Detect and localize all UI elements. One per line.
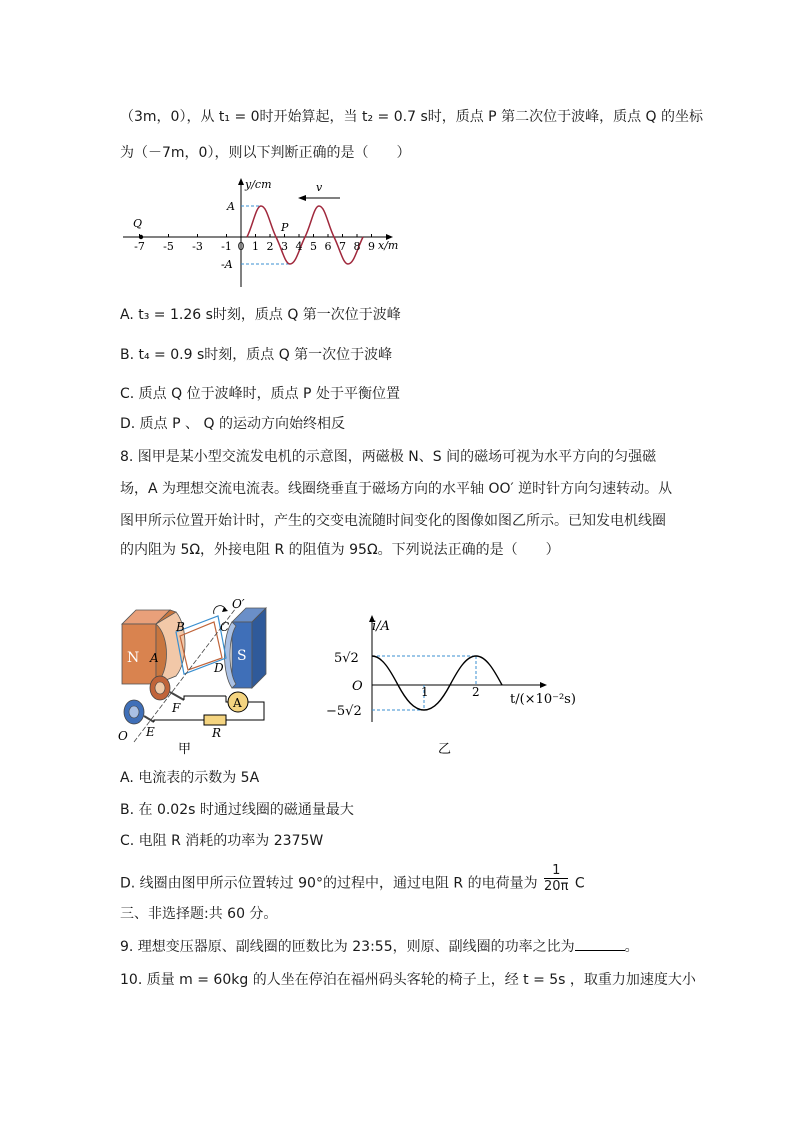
point-p-label: P <box>281 221 289 234</box>
wave-figure <box>118 175 408 293</box>
velocity-label: v <box>316 181 323 194</box>
graph-y-top-label: 5√2 <box>334 651 359 666</box>
axis-label-o-prime: O′ <box>232 597 245 611</box>
graph-tick-1: 1 <box>421 685 429 699</box>
coil-label-b: B <box>176 620 185 634</box>
wave-curve <box>247 206 363 264</box>
q9-end: 。 <box>624 939 639 955</box>
q9-text: 9. 理想变压器原、副线圈的匝数比为 23:55，则原、副线圈的功率之比为 <box>120 939 575 955</box>
x-tick-label: -7 <box>134 240 145 253</box>
y-axis-label: y/cm <box>245 178 272 191</box>
q7-option-d: D. 质点 P 、 Q 的运动方向始终相反 <box>120 416 345 432</box>
fraction-denominator: 20π <box>544 879 569 894</box>
point-q-label: Q <box>133 217 143 230</box>
q8-option-b: B. 在 0.02s 时通过线圈的磁通量最大 <box>120 802 354 818</box>
x-tick-label: 0 <box>237 240 245 253</box>
charge-unit: C <box>574 875 585 892</box>
q7-option-a: A. t₃ = 1.26 s时刻，质点 Q 第一次位于波峰 <box>120 307 401 323</box>
x-tick-label: 1 <box>252 240 259 253</box>
q7-option-b: B. t₄ = 0.9 s时刻，质点 Q 第一次位于波峰 <box>120 347 393 363</box>
x-tick-label: 5 <box>310 240 317 253</box>
q8-option-d-text: D. 线圈由图甲所示位置转过 90°的过程中，通过电阻 R 的电荷量为 <box>120 875 538 892</box>
q8-option-c: C. 电阻 R 消耗的功率为 2375W <box>120 833 324 849</box>
q9-line <box>120 936 639 957</box>
graph-origin-label: O <box>352 679 363 694</box>
x-tick-label: 2 <box>266 240 274 253</box>
graph-y-label: i/A <box>372 619 390 634</box>
brush-label-f: F <box>172 701 181 715</box>
ammeter-label: A <box>233 696 242 710</box>
x-tick-label: 6 <box>324 240 332 253</box>
current-graph <box>320 612 590 762</box>
coil-label-a: A <box>150 651 159 665</box>
q7-line-2: 为（－7m，0），则以下判断正确的是（ ） <box>120 145 411 161</box>
resistor-label-r: R <box>212 726 222 740</box>
current-curve <box>372 656 502 710</box>
fraction-numerator: 1 <box>544 864 568 879</box>
graph-x-label: t/(×10⁻²s) <box>510 692 576 707</box>
magnet-s-label: S <box>237 648 247 664</box>
q7-line-1: （3m，0），从 t₁ = 0时开始算起，当 t₂ = 0.7 s时，质点 P 第二次位于波峰，质点 Q 的坐标 <box>120 109 703 125</box>
x-tick-label: -5 <box>163 240 174 253</box>
graph-tick-2: 2 <box>472 685 480 699</box>
amplitude-negative-label: -A <box>221 258 233 271</box>
q8-line-2: 场，A 为理想交流电流表。线圈绕垂直于磁场方向的水平轴 OO′ 逆时针方向匀速转动。从 <box>120 481 673 497</box>
figure-yi-caption: 乙 <box>438 742 452 757</box>
answer-blank <box>575 936 625 951</box>
axis-label-o: O <box>118 729 128 743</box>
coil-label-d: D <box>214 661 224 675</box>
graph-y-bottom-label: −5√2 <box>326 704 362 719</box>
q8-option-d <box>120 863 585 899</box>
q8-option-a: A. 电流表的示数为 5A <box>120 770 260 786</box>
x-tick-label: -3 <box>192 240 203 253</box>
q8-line-4: 的内阻为 5Ω，外接电阻 R 的阻值为 95Ω。下列说法正确的是（ ） <box>120 542 560 558</box>
section-3-heading: 三、非选择题:共 60 分。 <box>120 906 278 922</box>
x-axis-label: x/m <box>378 239 399 252</box>
amplitude-positive-label: A <box>227 200 235 213</box>
x-tick-label: 7 <box>339 240 346 253</box>
magnet-n-label: N <box>127 650 140 666</box>
x-tick-label: 9 <box>368 240 375 253</box>
q8-line-3: 图甲所示位置开始计时，产生的交变电流随时间变化的图像如图乙所示。已知发电机线圈 <box>120 513 666 529</box>
x-tick-label: 8 <box>353 240 361 253</box>
fraction <box>544 864 568 895</box>
x-tick-label: 3 <box>281 240 288 253</box>
q8-line-1: 8. 图甲是某小型交流发电机的示意图，两磁极 N、S 间的磁场可视为水平方向的匀强磁 <box>120 449 657 465</box>
brush-label-e: E <box>146 725 155 739</box>
generator-figure <box>114 596 284 762</box>
x-tick-label: 4 <box>295 240 303 253</box>
q10-line: 10. 质量 m = 60kg 的人坐在停泊在福州码头客轮的椅子上，经 t = 5s ，取重力加速度大小 <box>120 972 696 988</box>
figure-jia-caption: 甲 <box>178 742 192 757</box>
coil-label-c: C <box>220 620 230 634</box>
q7-option-c: C. 质点 Q 位于波峰时，质点 P 处于平衡位置 <box>120 386 400 402</box>
x-tick-label: -1 <box>221 240 232 253</box>
